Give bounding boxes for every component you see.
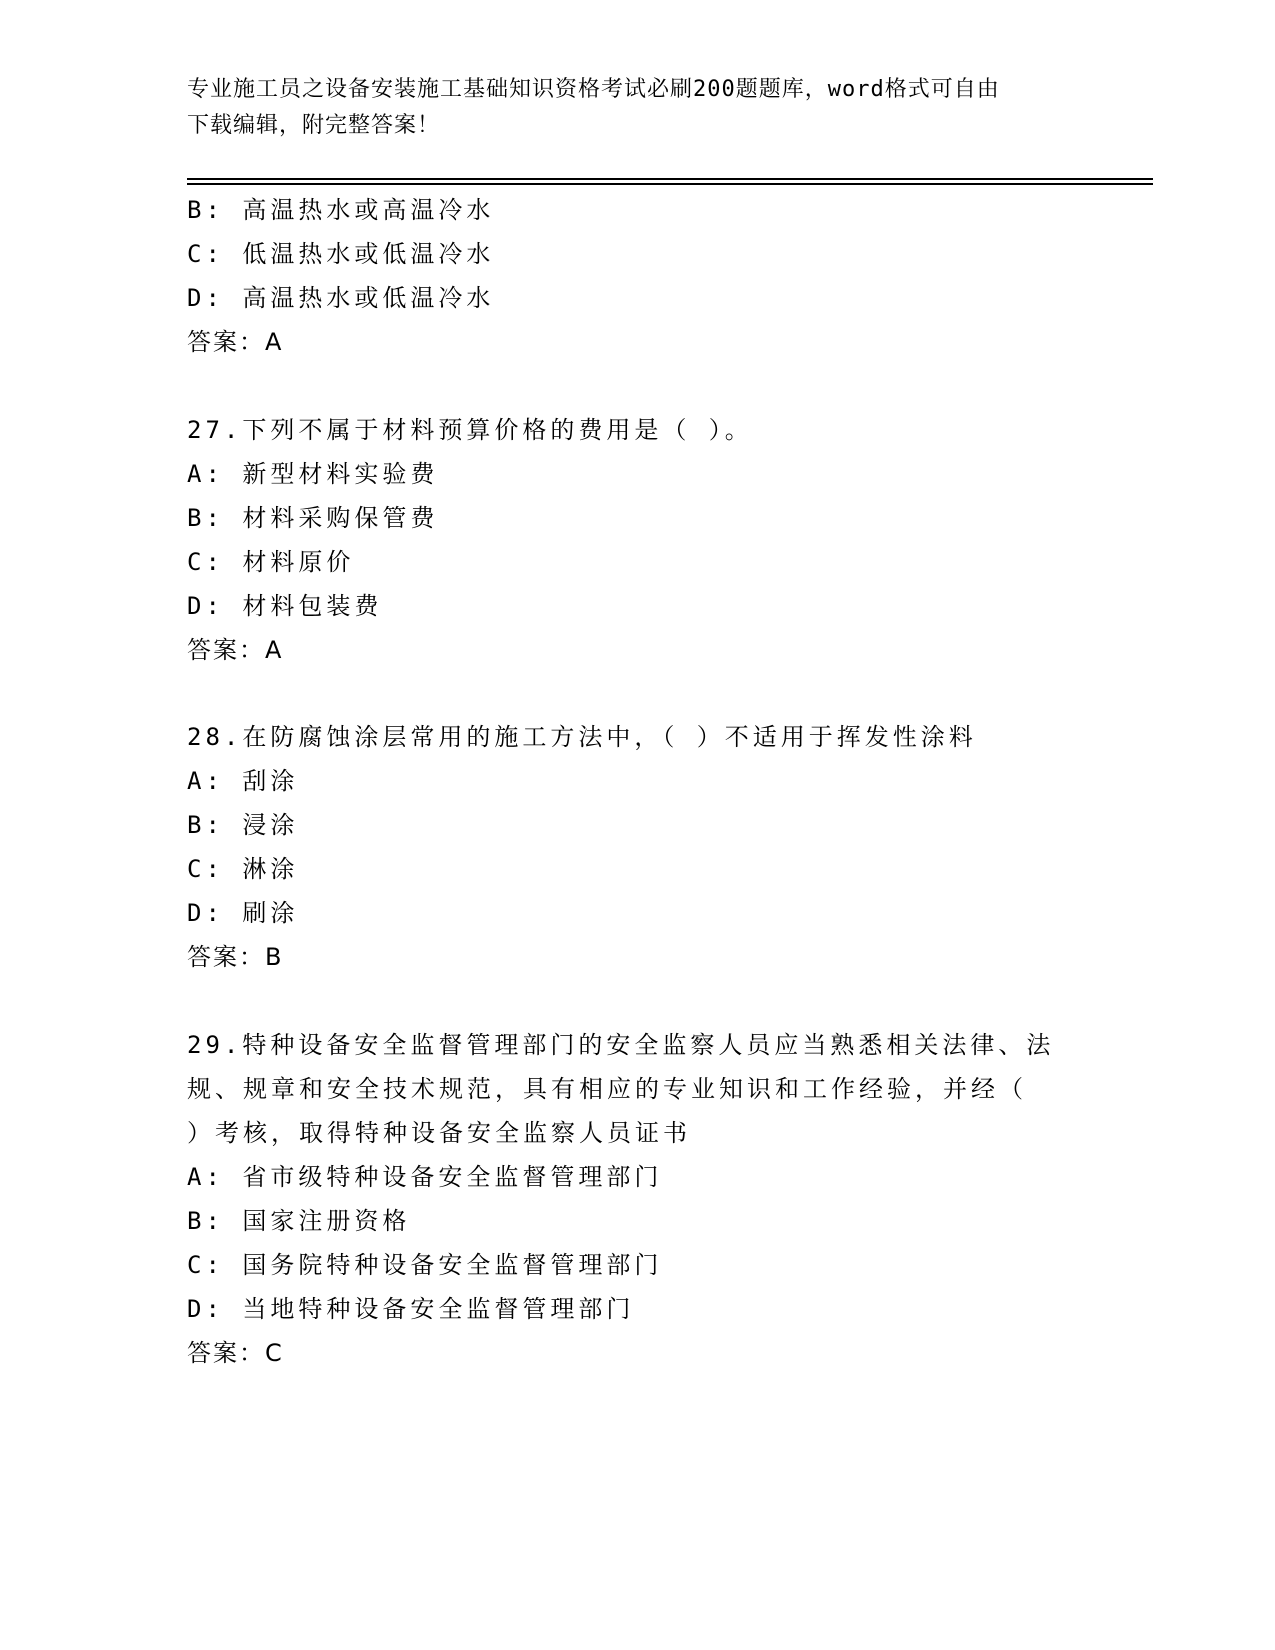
q26-option-d: D: 高温热水或低温冷水 xyxy=(187,284,495,312)
q29-stem-line-3: ）考核，取得特种设备安全监察人员证书 xyxy=(187,1119,691,1147)
q29-stem-line-2: 规、规章和安全技术规范，具有相应的专业知识和工作经验，并经（ xyxy=(187,1075,1027,1103)
q29-option-d: D: 当地特种设备安全监督管理部门 xyxy=(187,1295,635,1323)
header-line-2: 下载编辑，附完整答案！ xyxy=(187,113,441,138)
q28-option-d: D: 刷涂 xyxy=(187,899,299,927)
q28-option-c: C: 淋涂 xyxy=(187,855,299,883)
header-divider-top xyxy=(187,178,1153,180)
q28-option-a: A: 刮涂 xyxy=(187,767,299,795)
q27-option-c: C: 材料原价 xyxy=(187,548,355,576)
q29-option-c: C: 国务院特种设备安全监督管理部门 xyxy=(187,1251,663,1279)
q29-answer: 答案：C xyxy=(187,1339,284,1367)
q27-answer: 答案：A xyxy=(187,636,284,664)
q28-answer: 答案：B xyxy=(187,943,284,971)
q26-option-b: B: 高温热水或高温冷水 xyxy=(187,196,495,224)
q27-option-b: B: 材料采购保管费 xyxy=(187,504,439,532)
q26-option-c: C: 低温热水或低温冷水 xyxy=(187,240,495,268)
q28-stem: 28.在防腐蚀涂层常用的施工方法中，（ ）不适用于挥发性涂料 xyxy=(187,723,977,751)
document-header xyxy=(187,72,1087,144)
q29-option-a: A: 省市级特种设备安全监督管理部门 xyxy=(187,1163,663,1191)
q29-stem-line-1: 29.特种设备安全监督管理部门的安全监察人员应当熟悉相关法律、法 xyxy=(187,1031,1055,1059)
q26-answer: 答案：A xyxy=(187,328,284,356)
q29-option-b: B: 国家注册资格 xyxy=(187,1207,411,1235)
q27-stem: 27.下列不属于材料预算价格的费用是（ ）。 xyxy=(187,416,753,444)
q27-option-a: A: 新型材料实验费 xyxy=(187,460,439,488)
header-line-1: 专业施工员之设备安装施工基础知识资格考试必刷200题题库，word格式可自由 xyxy=(187,77,1000,102)
header-divider-bottom xyxy=(187,183,1153,185)
q28-option-b: B: 浸涂 xyxy=(187,811,299,839)
q27-option-d: D: 材料包装费 xyxy=(187,592,383,620)
